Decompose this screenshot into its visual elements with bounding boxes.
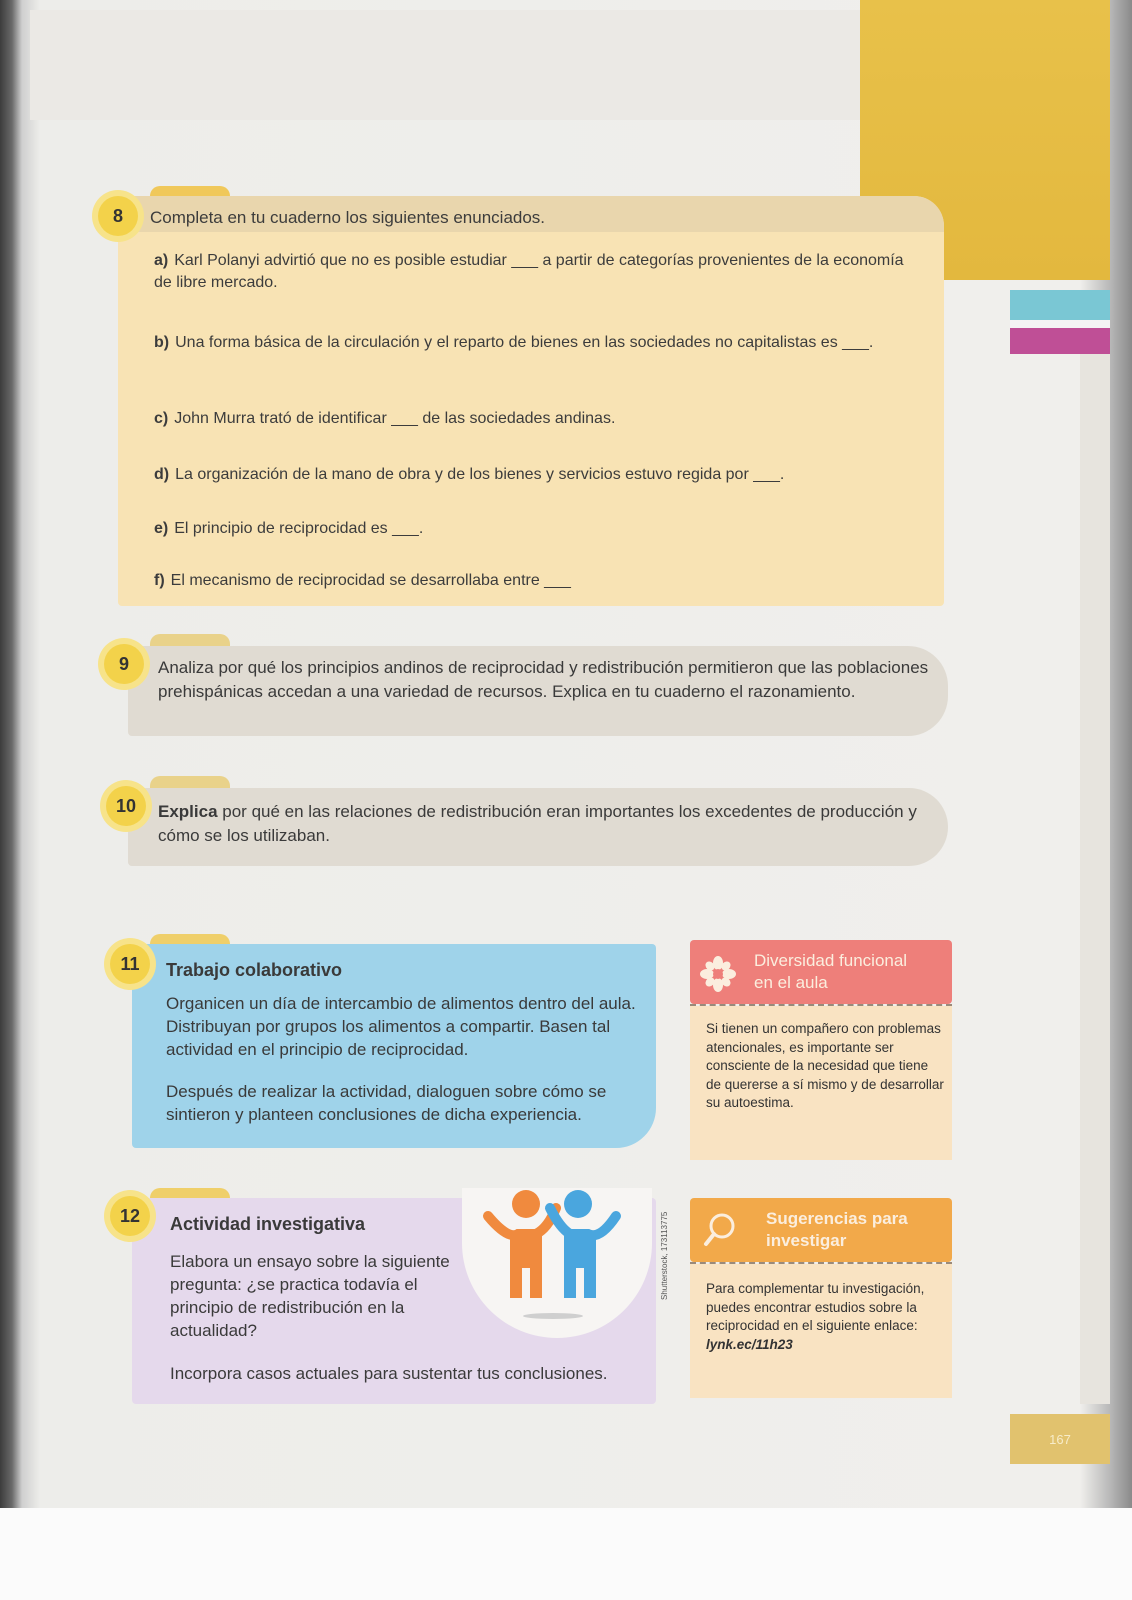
activity-10-verb: Explica [158,802,218,821]
item-text: El mecanismo de reciprocidad se desarrollaba entre ___ [170,572,571,589]
item-text: Karl Polanyi advirtió que no es posible estudiar ___ a partir de categorías provenientes de la economía de libre mercado. [154,252,904,291]
color-band-cyan [1010,290,1110,320]
sugerencias-title-line-2: investigar [766,1231,847,1250]
activity-12-paragraph-2: Incorpora casos actuales para sustentar tus conclusiones. [170,1364,608,1383]
activity-9-number-badge: 9 [104,644,144,684]
friends-illustration [478,1188,628,1328]
activity-8-item-a [154,250,924,294]
activity-12-number-badge: 12 [110,1196,150,1236]
diversidad-title-line-1: Diversidad funcional [754,951,908,970]
activity-8-instruction: Completa en tu cuaderno los siguientes enunciados. [150,208,546,227]
activity-11-title: Trabajo colaborativo [166,960,343,980]
activity-11-paragraph-1: Organicen un día de intercambio de alimentos dentro del aula. Distribuyan por grupos los alimentos a compartir. Basen tal actividad en el principio de reciprocidad. [166,994,636,1059]
activity-8-number-badge: 8 [98,196,138,236]
sugerencias-text [706,1280,946,1354]
activity-11-number-badge: 11 [110,944,150,984]
activity-12-title: Actividad investigativa [170,1214,366,1234]
activity-8-item-b [154,332,924,354]
item-label: d) [154,466,170,483]
item-label: e) [154,520,169,537]
image-credit: Shutterstock, 173113775 [660,1211,669,1300]
activity-10-text [158,800,938,848]
activity-8-item-f [154,570,924,592]
page-header-band [30,10,860,120]
item-text: El principio de reciprocidad es ___. [174,520,424,537]
activity-8-item-c [154,408,924,430]
activity-10-number-badge: 10 [106,786,146,826]
item-text: Una forma básica de la circulación y el reparto de bienes en las sociedades no capitalistas es ___. [175,334,874,351]
item-text: John Murra trató de identificar ___ de las sociedades andinas. [174,410,616,427]
activity-8-item-e [154,518,924,540]
scan-margin [0,1508,1132,1600]
item-label: f) [154,572,165,589]
item-label: c) [154,410,169,427]
sugerencias-title-line-1: Sugerencias para [766,1209,908,1228]
page-edge-strip [1080,354,1110,1404]
diversidad-title [754,950,907,994]
diversidad-text: Si tienen un compañero con problemas atencionales, es importante ser consciente de la necesidad que tiene de quererse a sí mismo y de desarrollar su autoestima. [706,1021,944,1110]
activity-8-item-d [154,464,924,486]
activity-11-paragraph-2: Después de realizar la actividad, dialoguen sobre cómo se sintieron y planteen conclusiones de dicha experiencia. [166,1082,607,1124]
activity-9-text: Analiza por qué los principios andinos de reciprocidad y redistribución permitieron que las poblaciones prehispánicas accedan a una variedad de recursos. Explica en tu cuaderno el razonamiento. [158,658,929,701]
magnifier-icon [700,1210,740,1250]
item-label: a) [154,252,169,269]
color-band-divider [1010,320,1110,328]
page-number: 167 [1010,1414,1110,1464]
sugerencias-link[interactable]: lynk.ec/11h23 [706,1336,793,1352]
item-label: b) [154,334,170,351]
activity-10-body: por qué en las relaciones de redistribución eran importantes los excedentes de producción y cómo se los utilizaban. [158,802,917,845]
sugerencias-body: Para complementar tu investigación, puedes encontrar estudios sobre la reciprocidad en el siguiente enlace: [706,1281,925,1333]
diversidad-title-line-2: en el aula [754,973,828,992]
item-text: La organización de la mano de obra y de los bienes y servicios estuvo regida por ___. [175,466,785,483]
activity-12-paragraph-1: Elabora un ensayo sobre la siguiente pregunta: ¿se practica todavía el principio de redistribución en la actualidad? [170,1252,450,1340]
color-band-magenta [1010,328,1110,354]
sugerencias-title [766,1208,908,1252]
flower-icon [698,954,738,994]
